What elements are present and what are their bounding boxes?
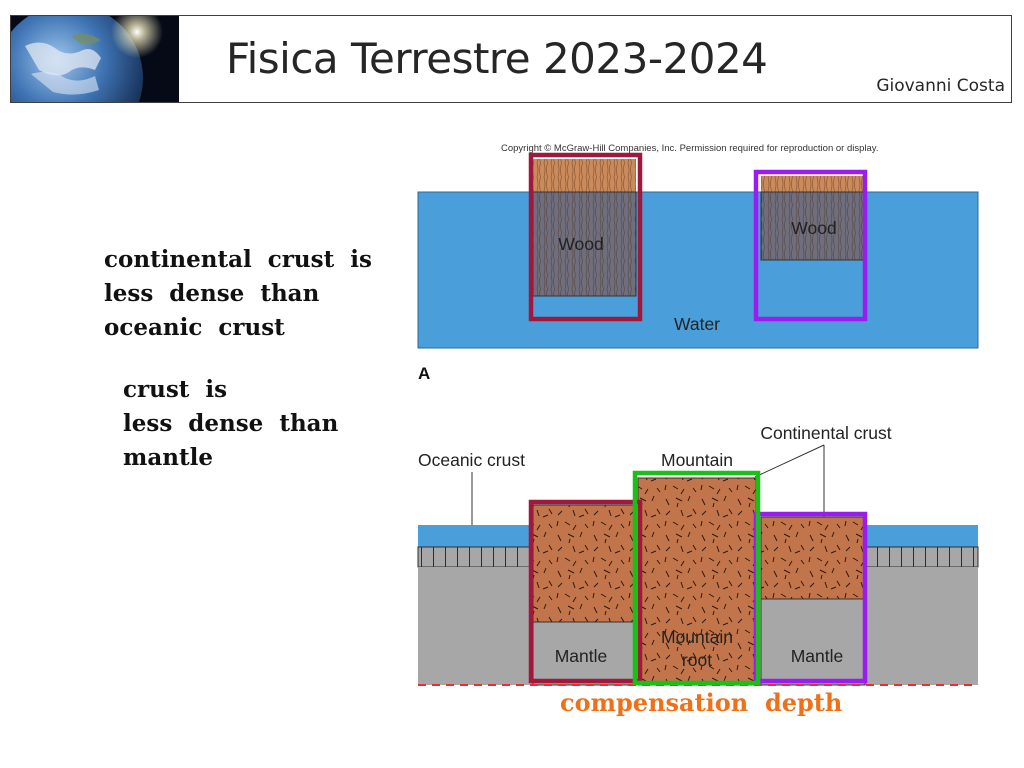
water-label: Water <box>673 314 721 334</box>
slide-title: Fisica Terrestre 2023-2024 <box>226 34 768 83</box>
wood-label-left: Wood <box>558 234 604 254</box>
compensation-depth-label: compensation depth <box>560 688 843 717</box>
note-line: mantle <box>123 444 213 471</box>
mantle-label-left: Mantle <box>554 646 608 666</box>
mountain-root-label-line1: Mountain <box>661 627 733 647</box>
wood-block-right-above <box>761 176 865 192</box>
continental-crust-pointer-left <box>755 445 824 477</box>
copyright-notice: Copyright © McGraw-Hill Companies, Inc. Permission required for reproduction or display. <box>501 143 879 154</box>
earth-image <box>11 16 179 102</box>
continental-crust-label: Continental crust <box>760 423 892 443</box>
note-line: continental crust is <box>104 246 372 273</box>
continental-block-left <box>533 505 636 622</box>
mantle-label-right: Mantle <box>790 646 844 666</box>
ocean-water-left <box>418 525 533 547</box>
note-line: less dense than <box>104 280 320 307</box>
isostasy-figure <box>410 135 990 690</box>
oceanic-crust-right <box>865 547 978 567</box>
mantle-left-outer <box>418 567 533 685</box>
mantle-column-right <box>761 599 865 685</box>
note-line: less dense than <box>123 410 339 437</box>
mantle-right-outer <box>865 567 978 685</box>
note-line: crust is <box>123 376 228 403</box>
note-continental-vs-oceanic <box>104 243 372 345</box>
note-crust-vs-mantle <box>123 373 338 475</box>
note-line: oceanic crust <box>104 314 285 341</box>
slide-header <box>10 15 1012 103</box>
panel-a-label: A <box>418 364 431 383</box>
oceanic-crust-left <box>418 547 533 567</box>
continental-block-right <box>761 517 865 599</box>
wood-block-left-above <box>533 159 636 192</box>
wood-label-right: Wood <box>791 218 837 238</box>
author-name: Giovanni Costa <box>876 76 1005 96</box>
ocean-water-right <box>865 525 978 547</box>
oceanic-crust-label: Oceanic crust <box>418 450 525 470</box>
mountain-root-label-line2: root <box>681 650 713 670</box>
mountain-label: Mountain <box>661 450 733 470</box>
